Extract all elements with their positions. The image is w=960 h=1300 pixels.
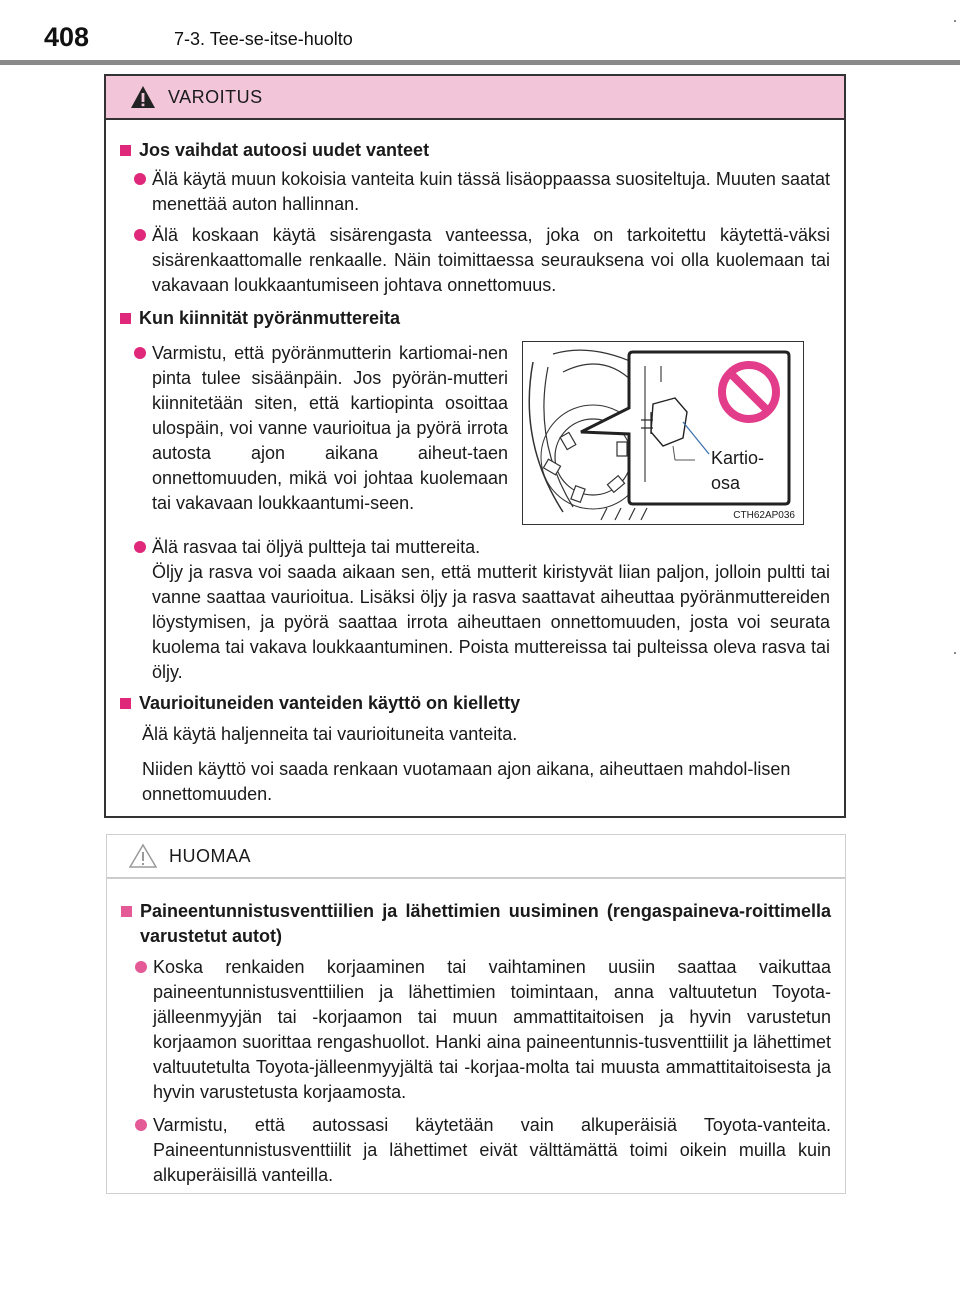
warning-header	[106, 76, 844, 120]
wheel-hub-drawing	[523, 342, 803, 524]
figure-label	[711, 446, 764, 496]
warning-triangle-icon	[130, 85, 156, 109]
bullet-content	[152, 535, 830, 685]
figure-bullet	[116, 341, 508, 525]
figure-label-line1: Kartio-	[711, 448, 765, 468]
notice-heading	[117, 899, 831, 949]
paragraph: Älä käytä haljenneita tai vaurioituneita vanteita.	[142, 724, 518, 744]
paragraph: Niiden käyttö voi saada renkaan vuotamaan ajon aikana, aiheuttaen mahdol-lisen onnettomuuden.	[142, 759, 791, 804]
bullet-text: Älä koskaan käytä sisärengasta vanteessa, joka on tarkoitettu käytettä-väksi sisärenkaattomalle renkaalle. Näin toimittaessa seurauksena voi olla kuolemaan tai vakavaan loukkaantumiseen johtava onnettomuus.	[152, 225, 830, 295]
bullet-item	[134, 167, 830, 217]
dot-bullet-icon	[134, 173, 146, 185]
bullet-text: Varmistu, että autossasi käytetään vain alkuperäisiä Toyota-vanteita. Paineentunnistusventtiilit ja lähettimet eivät välttämättä toimi oikein muilla kuin alkuperäisillä vanteilla.	[153, 1115, 831, 1185]
notice-title: HUOMAA	[169, 845, 252, 866]
dot-bullet-icon	[134, 541, 146, 553]
wheel-nut-illustration	[522, 341, 804, 525]
section-heading-text: Kun kiinnität pyöränmuttereita	[139, 308, 401, 328]
dot-bullet-icon	[135, 1119, 147, 1131]
bullet-item	[134, 341, 508, 516]
header-rule	[0, 60, 960, 65]
dot-bullet-icon	[135, 961, 147, 973]
square-bullet-icon	[121, 906, 132, 917]
warning-box	[104, 74, 846, 818]
bullet-item	[135, 1113, 831, 1188]
bullet-text: Älä rasvaa tai öljyä pultteja tai muttereita.	[152, 537, 481, 557]
edge-mark	[954, 20, 956, 22]
page-number: 408	[44, 22, 90, 52]
dot-bullet-icon	[134, 347, 146, 359]
figure-row	[116, 341, 830, 525]
figure-label-line2: osa	[711, 473, 741, 493]
section-heading	[116, 691, 830, 716]
bullet-item	[134, 535, 830, 685]
dot-bullet-icon	[134, 229, 146, 241]
bullet-item	[134, 223, 830, 298]
warning-title: VAROITUS	[168, 86, 263, 107]
bullet-text: Öljy ja rasva voi saada aikaan sen, että mutterit kiristyvät liian paljon, jolloin pultti tai vanne saattaa vaurioitua. Lisäksi öljy ja rasva saattavat aiheuttaa pyöränmuttereiden löystymisen, ja pyörä saattaa irrota aiheuttaen onnettomuuden, josta voi seurata kuolema tai vakava loukkaantuminen. Poista muttereissa tai pulteissa oleva rasva tai öljy.	[152, 562, 830, 682]
section-heading	[116, 306, 830, 331]
bullet-text: Älä käytä muun kokoisia vanteita kuin tässä lisäoppaassa suositeltuja. Muuten saatat menettää auton hallinnan.	[152, 169, 830, 214]
caution-triangle-icon	[129, 843, 157, 869]
square-bullet-icon	[120, 698, 131, 709]
notice-header	[107, 835, 845, 879]
notice-heading-text: Paineentunnistusventtiilien ja lähettimien uusiminen (rengaspaineva-roittimella varustetut autot)	[140, 901, 831, 946]
square-bullet-icon	[120, 145, 131, 156]
warning-body	[106, 120, 844, 807]
square-bullet-icon	[120, 313, 131, 324]
notice-body	[107, 879, 845, 1188]
section-title: 7-3. Tee-se-itse-huolto	[174, 29, 353, 49]
edge-mark	[954, 652, 956, 654]
section-heading-text: Vaurioituneiden vanteiden käyttö on kielletty	[139, 693, 521, 713]
figure-code: CTH62AP036	[733, 510, 795, 521]
section-heading	[116, 138, 830, 163]
notice-box	[106, 834, 846, 1194]
bullet-item	[135, 955, 831, 1105]
bullet-text: Varmistu, että pyöränmutterin kartiomai-nen pinta tulee sisäänpäin. Jos pyörän-mutteri kiinnitetään siten, että kartiopinta osoittaa ulospäin, voi vanne vaurioitua ja pyörä irrota autosta ajon aikana aiheut-taen onnettomuuden, mikä voi johtaa kuolemaan tai vakavaan loukkaantumi-seen.	[152, 343, 508, 513]
bullet-text: Koska renkaiden korjaaminen tai vaihtaminen uusiin saattaa vaikuttaa paineentunnistusventtiilien ja lähettimien toimintaan, anna valtuutetun Toyota-jälleenmyyjän tai -korjaamon tai muun ammattitaitoisen ja hyvin varustetun korjaamon suorittaa rengashuollot. Hanki aina paineentunnis-tusventtiilit ja lähettimet valtuutetulta Toyota-jälleenmyyjältä tai -korjaa-molta tai muusta ammattitaitoisesta ja hyvin varustetusta korjaamosta.	[153, 957, 831, 1102]
section-heading-text: Jos vaihdat autoosi uudet vanteet	[139, 140, 430, 160]
